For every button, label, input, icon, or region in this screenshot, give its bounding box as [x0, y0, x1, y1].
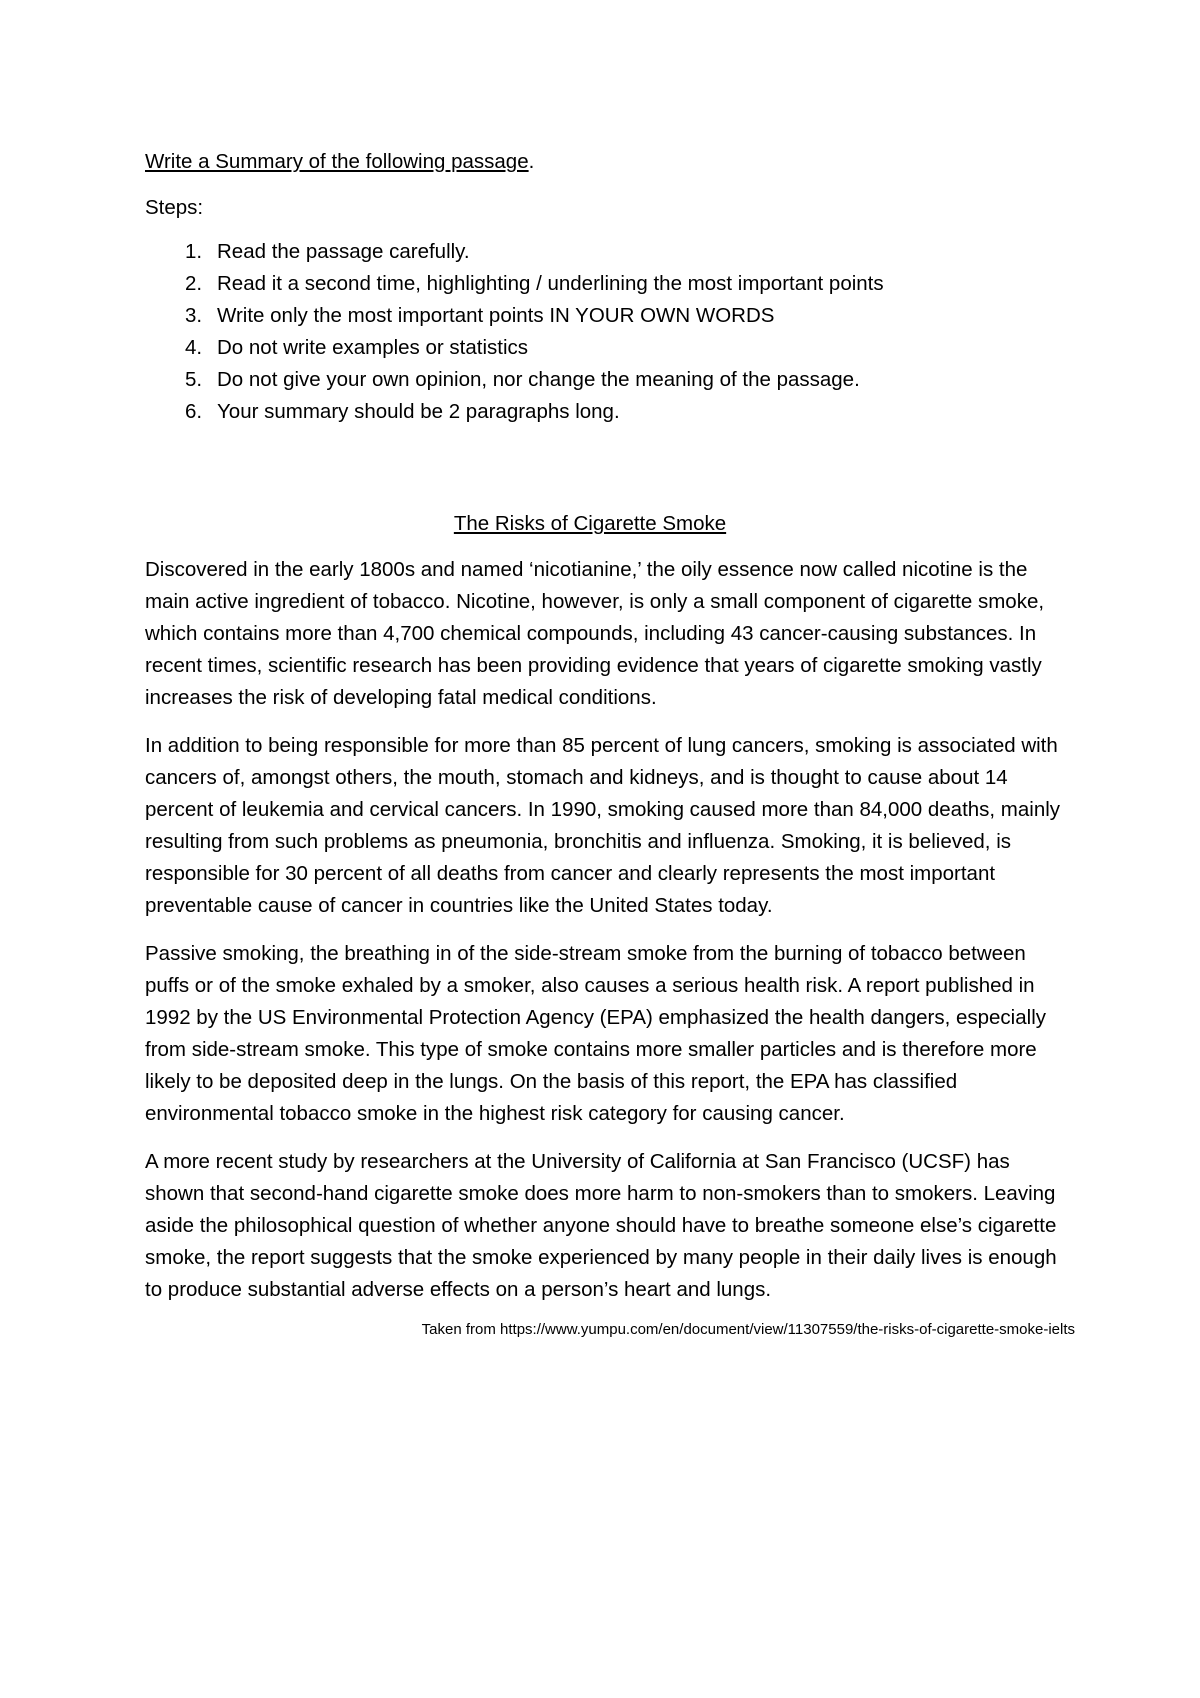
step-number: 3.	[185, 304, 203, 327]
step-text: Read the passage carefully.	[217, 240, 470, 263]
document-content	[145, 146, 1075, 1342]
instruction-title: Write a Summary of the following passage	[145, 150, 529, 173]
step-text: Do not give your own opinion, nor change the meaning of the passage.	[217, 368, 860, 391]
step-item-5	[145, 364, 1075, 396]
passage-paragraph-4: A more recent study by researchers at the University of California at San Francisco (UCSF) has shown that second-hand cigarette smoke does more harm to non-smokers than to smokers. Leaving aside the philosophical question of whether anyone should have to breathe someone else’s cigarette smoke, the report suggests that the smoke experienced by many people in their daily lives is enough to produce substantial adverse effects on a person’s heart and lungs.	[145, 1150, 1057, 1301]
passage-paragraph-1: Discovered in the early 1800s and named ‘nicotianine,’ the oily essence now called nicotine is the main active ingredient of tobacco. Nicotine, however, is only a small component of cigarette smoke, which contains more than 4,700 chemical compounds, including 43 cancer-causing substances. In recent times, scientific research has been providing evidence that years of cigarette smoking vastly increases the risk of developing fatal medical conditions.	[145, 558, 1045, 709]
passage-title: The Risks of Cigarette Smoke	[453, 512, 727, 535]
step-number: 4.	[185, 336, 203, 359]
step-text: Read it a second time, highlighting / underlining the most important points	[217, 272, 884, 295]
step-item-1	[145, 236, 1075, 268]
step-number: 2.	[185, 272, 203, 295]
step-text: Do not write examples or statistics	[217, 336, 529, 359]
step-number: 5.	[185, 368, 203, 391]
steps-list	[145, 236, 1075, 428]
step-item-4	[145, 332, 1075, 364]
steps-label: Steps:	[145, 196, 204, 219]
step-item-6	[145, 396, 1075, 428]
step-item-3	[145, 300, 1075, 332]
step-text: Write only the most important points IN YOUR OWN WORDS	[217, 304, 775, 327]
step-item-2	[145, 268, 1075, 300]
passage-paragraph-2: In addition to being responsible for more than 85 percent of lung cancers, smoking is associated with cancers of, amongst others, the mouth, stomach and kidneys, and is thought to cause about 14 percent of leukemia and cervical cancers. In 1990, smoking caused more than 84,000 deaths, mainly resulting from such problems as pneumonia, bronchitis and influenza. Smoking, it is believed, is responsible for 30 percent of all deaths from cancer and clearly represents the most important preventable cause of cancer in countries like the United States today.	[145, 734, 1061, 917]
instruction-title-period: .	[528, 150, 535, 173]
instruction-heading	[145, 146, 1075, 178]
source-citation: Taken from https://www.yumpu.com/en/document/view/11307559/the-risks-of-cigarette-smoke-ielts	[421, 1321, 1075, 1338]
step-number: 6.	[185, 400, 203, 423]
step-text: Your summary should be 2 paragraphs long.	[217, 400, 620, 423]
passage-paragraph-3: Passive smoking, the breathing in of the side-stream smoke from the burning of tobacco between puffs or of the smoke exhaled by a smoker, also causes a serious health risk. A report published in 1992 by the US Environmental Protection Agency (EPA) emphasized the health dangers, especially from side-stream smoke. This type of smoke contains more smaller particles and is therefore more likely to be deposited deep in the lungs. On the basis of this report, the EPA has classified environmental tobacco smoke in the highest risk category for causing cancer.	[145, 942, 1046, 1125]
step-number: 1.	[185, 240, 203, 263]
